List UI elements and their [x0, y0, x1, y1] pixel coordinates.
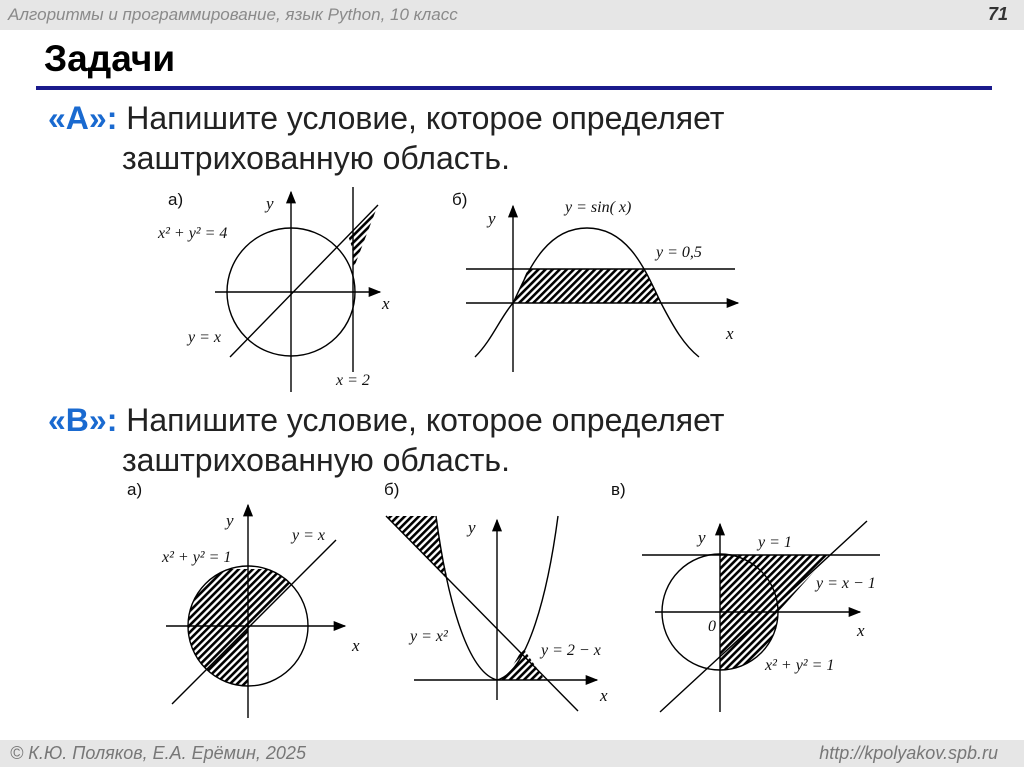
fig-a1-vline-label: x = 2	[336, 372, 370, 389]
fig-a1-diag-label: y = x	[188, 329, 221, 346]
fig-b3-tag: в)	[611, 480, 626, 499]
fig-a2-tag: б)	[452, 190, 468, 209]
fig-a1-y-label: y	[266, 194, 274, 213]
slide-title: Задачи	[44, 38, 176, 79]
fig-b2-parab-label: y = x²	[410, 628, 448, 645]
task-b-line2: заштрихованную область.	[122, 442, 510, 478]
fig-b2-y-label: y	[468, 518, 476, 537]
task-a-label: «A»:	[48, 100, 118, 136]
fig-b2-tag: б)	[384, 480, 400, 499]
fig-a1-circle-label: x² + y² = 4	[158, 225, 228, 242]
fig-b2-line-label: y = 2 − x	[541, 642, 601, 659]
fig-b3-circle-label: x² + y² = 1	[765, 657, 835, 674]
fig-b1-y-label: y	[226, 511, 234, 530]
fig-b3-hline-label: y = 1	[758, 534, 792, 551]
fig-b2-x-label: x	[600, 686, 608, 705]
fig-b1-diag-label: y = x	[292, 527, 325, 544]
fig-b1-circle-label: x² + y² = 1	[162, 549, 232, 566]
fig-b3-origin-label: 0	[708, 618, 716, 635]
task-a-line1: Напишите условие, которое определяет	[126, 100, 725, 136]
fig-a1	[215, 187, 380, 392]
fig-a1-tag: а)	[168, 190, 184, 209]
fig-a2-y-label: y	[488, 209, 496, 228]
fig-a1-diagonal	[230, 205, 378, 357]
fig-b1-hatched-region	[150, 569, 305, 700]
fig-b3-hatched-upper	[720, 555, 829, 612]
footer-bar	[0, 740, 1024, 767]
course-title: Алгоритмы и программирование, язык Python, 10 класс	[8, 5, 458, 24]
fig-b3-hatched-lower	[720, 612, 800, 692]
fig-b2-line	[386, 516, 578, 711]
author-credit: © К.Ю. Поляков, Е.А. Ерёмин, 2025	[10, 743, 306, 763]
fig-b3-x-label: x	[857, 621, 865, 640]
fig-b3-diag-label: y = x − 1	[816, 575, 876, 592]
fig-a2-hatched-region	[513, 269, 661, 303]
fig-a2	[466, 206, 738, 372]
fig-a1-x-label: x	[382, 294, 390, 313]
fig-b1-tag: а)	[127, 480, 143, 499]
task-a-line2: заштрихованную область.	[122, 140, 510, 176]
fig-a2-hline-label: y = 0,5	[656, 244, 702, 261]
fig-a2-x-label: x	[726, 324, 734, 343]
task-b-line1: Напишите условие, которое определяет	[126, 402, 725, 438]
page-number: 71	[987, 4, 1008, 24]
fig-b3-y-label: y	[698, 528, 706, 547]
fig-a2-sin-label: y = sin( x)	[565, 199, 632, 216]
task-b-label: «B»:	[48, 402, 118, 438]
fig-b1-x-label: x	[352, 636, 360, 655]
fig-b2	[386, 516, 597, 711]
site-url: http://kpolyakov.spb.ru	[819, 743, 998, 763]
